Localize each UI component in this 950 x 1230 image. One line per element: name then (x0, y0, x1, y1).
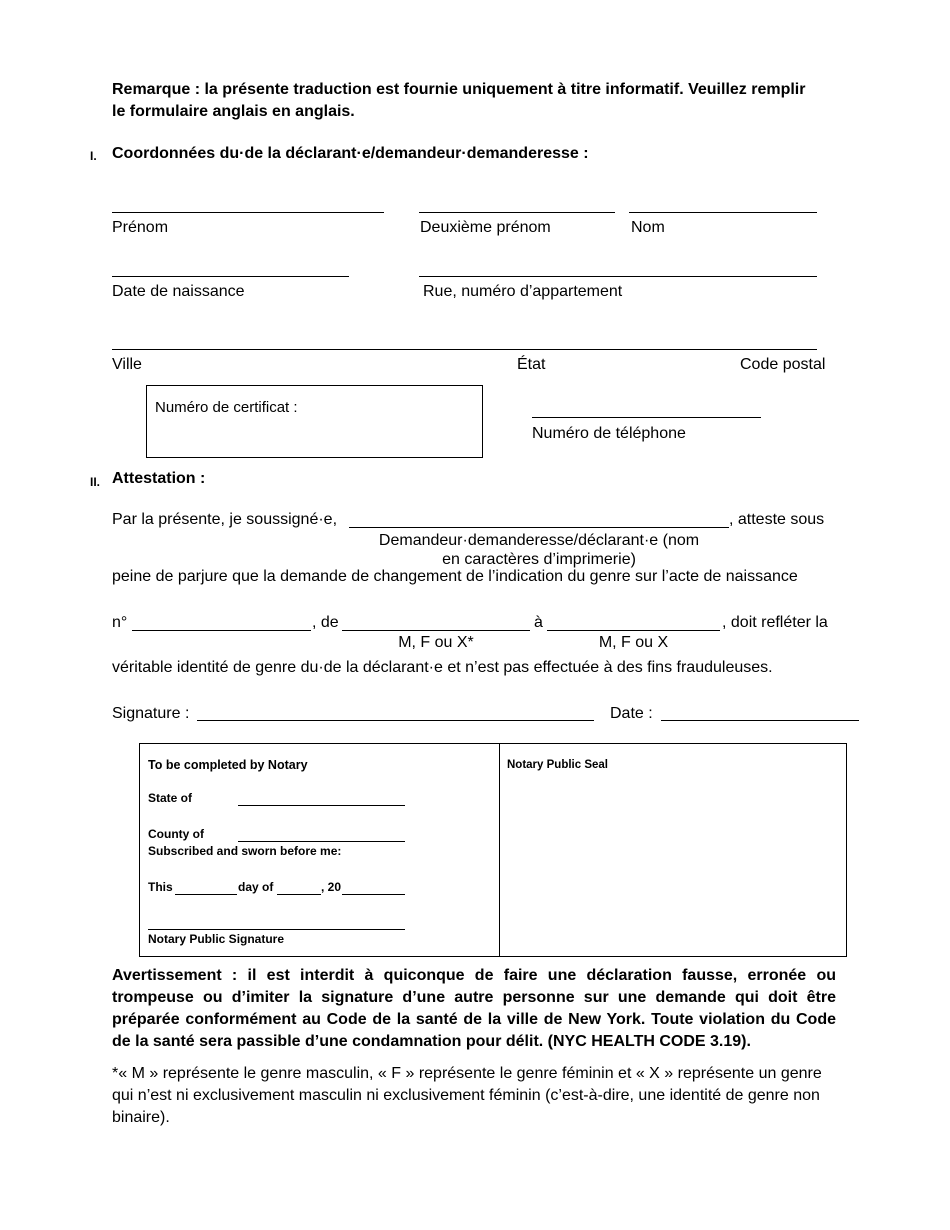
zip-label: Code postal (740, 356, 826, 373)
notary-seal-label: Notary Public Seal (507, 759, 608, 771)
date-label: Date : (610, 705, 653, 722)
to-gender-caption: M, F ou X (598, 634, 669, 651)
county-of-label: County of (148, 827, 204, 841)
notary-signature-label: Notary Public Signature (148, 932, 285, 946)
notary-box (139, 743, 847, 957)
first-name-label: Prénom (112, 219, 169, 236)
notary-divider (499, 744, 500, 956)
street-field[interactable] (419, 276, 817, 277)
date-field[interactable] (661, 720, 859, 721)
applicant-name-field[interactable] (349, 527, 729, 528)
dob-label: Date de naissance (112, 283, 245, 300)
state-of-label: State of (148, 791, 193, 805)
attestation-line-4: véritable identité de genre du·de la déclarant·e et n’est pas effectuée à des fins frauduleuses. (112, 659, 773, 676)
remark-line-1: Remarque : la présente traduction est fournie uniquement à titre informatif. Veuillez remplir (112, 81, 806, 98)
notary-signature-field[interactable] (148, 929, 405, 930)
to-gender-field[interactable] (547, 630, 720, 631)
this-label: This (148, 880, 173, 894)
last-name-label: Nom (631, 219, 665, 236)
certificate-number-label: Numéro de certificat : (155, 399, 298, 416)
certificate-no-field[interactable] (132, 630, 311, 631)
warning-text: Avertissement : il est interdit à quiconque de faire une déclaration fausse, erronée ou trompeuse ou d’imiter la signature d’une autre personne sur une demande qui doit être préparée conformément au Code de la santé de la ville de New York. Toute violation du Code de la santé sera passible d’une condamnation pour délit. (NYC HEALTH CODE 3.19). (112, 967, 836, 1050)
day-of-label: day of (238, 880, 274, 894)
notary-day-field[interactable] (175, 894, 237, 895)
street-label: Rue, numéro d’appartement (423, 283, 623, 300)
from-gender-label: , de (312, 614, 339, 631)
subscribed-label: Subscribed and sworn before me: (148, 844, 342, 858)
signature-label: Signature : (112, 705, 190, 722)
attestation-par-end: , atteste sous (729, 511, 825, 528)
reflect-text: , doit refléter la (722, 614, 828, 631)
section-2-title: Attestation : (112, 470, 206, 487)
dob-field[interactable] (112, 276, 349, 277)
middle-name-field[interactable] (419, 212, 615, 213)
attestation-par-start: Par la présente, je soussigné·e, (112, 511, 338, 528)
notary-title: To be completed by Notary (148, 758, 308, 772)
section-2-numeral: II. (90, 475, 101, 489)
section-1-title: Coordonnées du·de la déclarant·e/demandeur·demanderesse : (112, 145, 589, 162)
city-state-zip-field[interactable] (112, 349, 817, 350)
middle-name-label: Deuxième prénom (420, 219, 551, 236)
notary-state-field[interactable] (238, 805, 405, 806)
signature-field[interactable] (197, 720, 594, 721)
certificate-no-label: n° (112, 614, 128, 631)
certificate-number-box[interactable] (146, 385, 483, 458)
from-gender-caption: M, F ou X* (398, 634, 474, 651)
applicant-name-caption-1: Demandeur·demanderesse/déclarant·e (nom (378, 532, 700, 549)
attestation-line-2: peine de parjure que la demande de changement de l’indication du genre sur l’acte de naissance (112, 568, 798, 585)
applicant-name-caption-2: en caractères d’imprimerie) (442, 551, 636, 568)
last-name-field[interactable] (629, 212, 817, 213)
city-label: Ville (112, 356, 142, 373)
state-label: État (517, 356, 546, 373)
first-name-field[interactable] (112, 212, 384, 213)
notary-month-field[interactable] (277, 894, 321, 895)
section-1-numeral: I. (90, 149, 97, 163)
remark-line-2: le formulaire anglais en anglais. (112, 103, 355, 120)
to-gender-label: à (534, 614, 543, 631)
phone-field[interactable] (532, 417, 761, 418)
from-gender-field[interactable] (342, 630, 530, 631)
year-prefix-label: , 20 (321, 880, 342, 894)
footnote-text: *« M » représente le genre masculin, « F » représente le genre féminin et « X » représente un genre qui n’est ni exclusivement masculin ni exclusivement féminin (c’est-à-dire, une identité de genre non binaire). (112, 1065, 822, 1126)
notary-county-field[interactable] (238, 841, 405, 842)
notary-year-field[interactable] (342, 894, 405, 895)
phone-label: Numéro de téléphone (532, 425, 686, 442)
